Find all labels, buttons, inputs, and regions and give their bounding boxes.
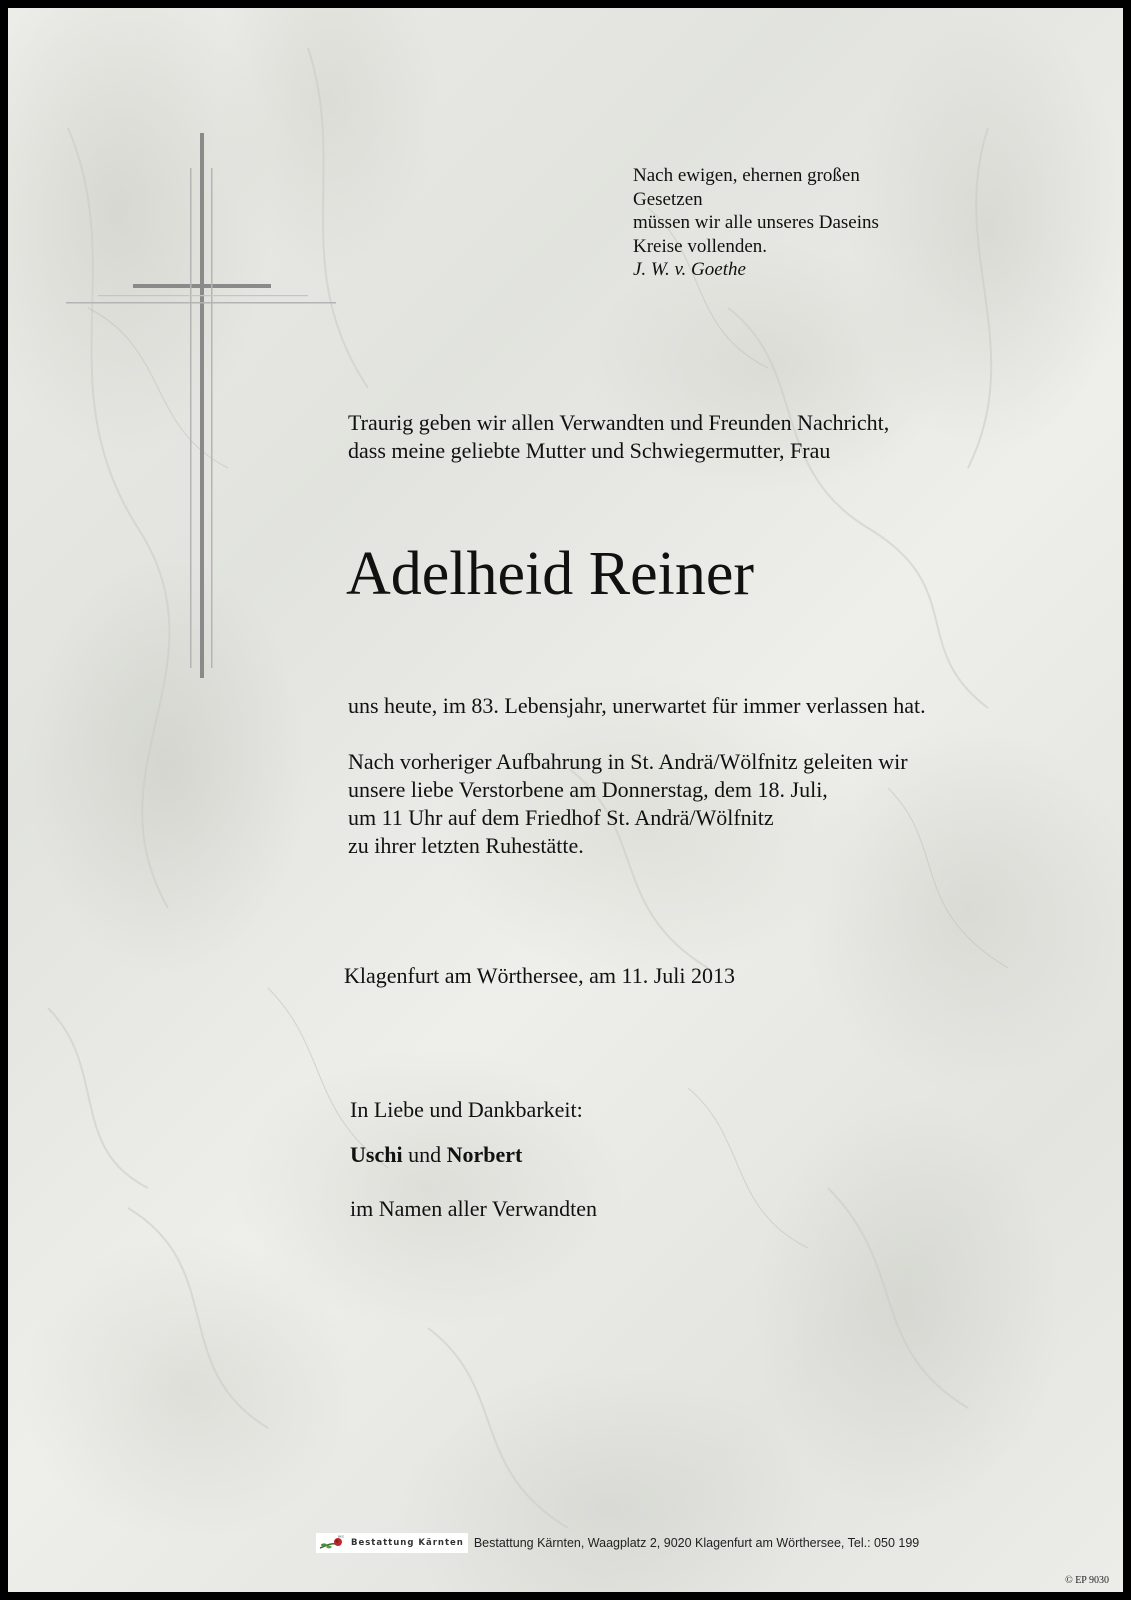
name-connector: und (402, 1142, 447, 1167)
footer-address: Bestattung Kärnten, Waagplatz 2, 9020 Klagenfurt am Wörthersee, Tel.: 050 199 (473, 1536, 920, 1550)
passing-statement (348, 692, 926, 720)
funeral-line: zu ihrer letzten Ruhestätte. (348, 833, 584, 858)
funeral-details (348, 748, 908, 860)
funeral-home-footer (316, 1532, 919, 1554)
deceased-name: Adelheid Reiner (346, 540, 755, 608)
funeral-home-logo (316, 1533, 468, 1553)
quote-line: müssen wir alle unseres Daseins (633, 212, 879, 233)
mourner-names (350, 1141, 522, 1169)
goethe-quote (633, 164, 879, 282)
mourner-name-1: Uschi (350, 1142, 403, 1167)
funeral-line: Nach vorheriger Aufbahrung in St. Andrä/Wölfnitz geleiten wir (348, 749, 908, 774)
quote-line: Nach ewigen, ehernen großen (633, 165, 860, 186)
place-and-date: Klagenfurt am Wörthersee, am 11. Juli 2013 (344, 963, 736, 988)
funeral-line: um 11 Uhr auf dem Friedhof St. Andrä/Wölfnitz (348, 805, 774, 830)
mourner-name-2: Norbert (446, 1142, 523, 1167)
logo-text: Bestattung Kärnten (351, 1538, 464, 1548)
funeral-line: unsere liebe Verstorbene am Donnerstag, dem 18. Juli, (348, 777, 828, 802)
intro-line: dass meine geliebte Mutter und Schwiegermutter, Frau (348, 438, 831, 463)
cross-icon (8, 8, 348, 698)
quote-line: Kreise vollenden. (633, 235, 768, 257)
announcement-intro (348, 409, 889, 465)
closing-intro: In Liebe und Dankbarkeit: (350, 1097, 583, 1122)
relatives-line: im Namen aller Verwandten (350, 1196, 598, 1221)
intro-line: Traurig geben wir allen Verwandten und Freunden Nachricht, (348, 410, 890, 435)
quote-line: Gesetzen (633, 188, 703, 210)
svg-text:BKG: BKG (338, 1534, 345, 1539)
quote-author: J. W. v. Goethe (633, 259, 746, 280)
marble-paper (8, 8, 1123, 1592)
passing-line: uns heute, im 83. Lebensjahr, unerwartet für immer verlassen hat. (348, 693, 926, 718)
rose-logo-icon (318, 1534, 348, 1552)
copyright-mark: © EP 9030 (1065, 1575, 1109, 1586)
